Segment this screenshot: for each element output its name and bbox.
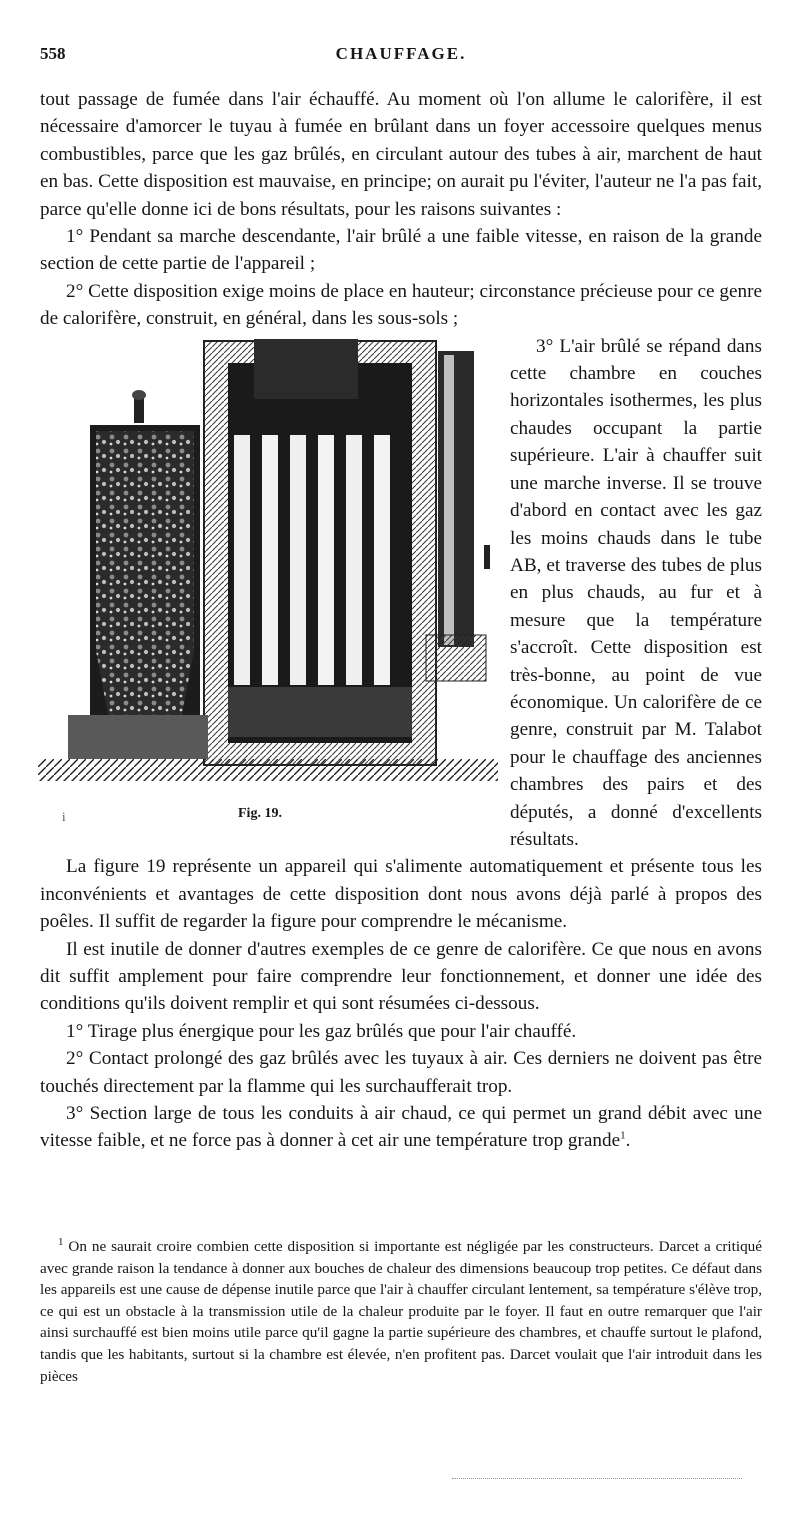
paragraph-9-text: 3° Section large de tous les conduits à air chaud, ce qui permet un grand débit avec une vitesse faible, et ne force pas à donner à cet air une température trop grande: [40, 1103, 762, 1152]
paragraph-4: 3° L'air brûlé se répand dans cette chambre en couches horizontales isothermes, les plus chaudes occupant la partie supérieure. L'air à chauffer suit une marche inverse. Il se trouve d'abord en contact avec les gaz les moins chauds dans le tube AB, et traverse des tubes de plus en plus chauds, au fur et à mesure que la température s'accroît. Cette disposition est très-bonne, au point de vue économique. Un calorifère de ce genre, construit par M. Talabot pour le chauffage des anciennes chambres des pairs et des députés, a donné d'excellents résultats.: [510, 335, 762, 850]
paragraph-6: Il est inutile de donner d'autres exemples de ce genre de calorifère. Ce que nous en avons dit suffit amplement pour faire comprendre leur fonctionnement, et donner une idée des conditions qu'ils doivent remplir et qui sont résumées ci-dessous.: [40, 938, 762, 1015]
figure-19: [38, 335, 498, 831]
page-number: 558: [40, 44, 66, 63]
paragraph-5: La figure 19 représente un appareil qui s'alimente automatiquement et présente tous les inconvénients et avantages de cette disposition dont nous avons déjà parlé à propos des poêles. Il suffit de regarder la figure pour comprendre le mécanisme.: [40, 856, 762, 933]
running-title: CHAUFFAGE.: [335, 44, 467, 63]
paragraph-9: 3° Section large de tous les conduits à air chaud, ce qui permet un grand débit avec une vitesse faible, et ne force pas à donner à cet air une température trop grande$^1$.: [40, 1103, 762, 1152]
left-hopper: [90, 390, 200, 755]
calorifere-illustration: [38, 335, 498, 831]
figure-caption: Fig. 19.: [238, 805, 282, 821]
footnote-reference: 1: [620, 1130, 626, 1143]
margin-mark: i: [62, 808, 66, 824]
paragraph-7: 1° Tirage plus énergique pour les gaz brûlés que pour l'air chauffé.: [66, 1020, 577, 1042]
page-header: [40, 44, 762, 70]
paragraph-1: tout passage de fumée dans l'air échauffé. Au moment où l'on allume le calorifère, il est nécessaire d'amorcer le tuyau à fumée en brûlant dans un foyer accessoire quelques menus combustibles, parce que les gaz brûlés, en circulant autour des tubes à air, marchent de haut en bas. Cette disposition est mauvaise, en principe; on aurait pu l'éviter, l'auteur ne l'a pas fait, parce qu'elle donne ici de bons résultats, pour les raisons suivantes :: [40, 89, 762, 220]
body-text: [40, 86, 762, 1155]
footnote: [40, 1236, 762, 1387]
paragraph-8: 2° Contact prolongé des gaz brûlés avec les tuyaux à air. Ces derniers ne doivent pas être touchés directement par la flamme qui les surchaufferait trop.: [40, 1048, 762, 1097]
footnote-body: On ne saurait croire combien cette disposition si importante est négligée par les constructeurs. Darcet a critiqué avec grande raison la tendance à donner aux bouches de chaleur des dimensions beaucoup trop petites. Ce défaut dans les appareils est une cause de dépense inutile parce que l'air à chauffer circulant lentement, sa température s'élève trop, ce qui est un obstacle à la transmission utile de la chaleur produite par le foyer. Il faut en outre remarquer que l'air ainsi surchauffé est bien moins utile parce qu'il gagne la partie supérieure des chambres, et chauffe surtout le plafond, tandis que les habitants, surtout si la chambre est élevée, n'en profitent pas. Darcet voulait que l'air introduit dans les pièces: [40, 1238, 763, 1385]
footnote-marker: 1: [58, 1235, 64, 1248]
paragraph-3: 2° Cette disposition exige moins de place en hauteur; circonstance précieuse pour ce genre de calorifère, construit, en général, dans les sous-sols ;: [40, 280, 762, 330]
paragraph-2: 1° Pendant sa marche descendante, l'air brûlé a une faible vitesse, en raison de la grande section de cette partie de l'appareil ;: [40, 226, 762, 275]
bottom-rule: [452, 1478, 742, 1481]
footnote-text: [40, 1236, 762, 1387]
